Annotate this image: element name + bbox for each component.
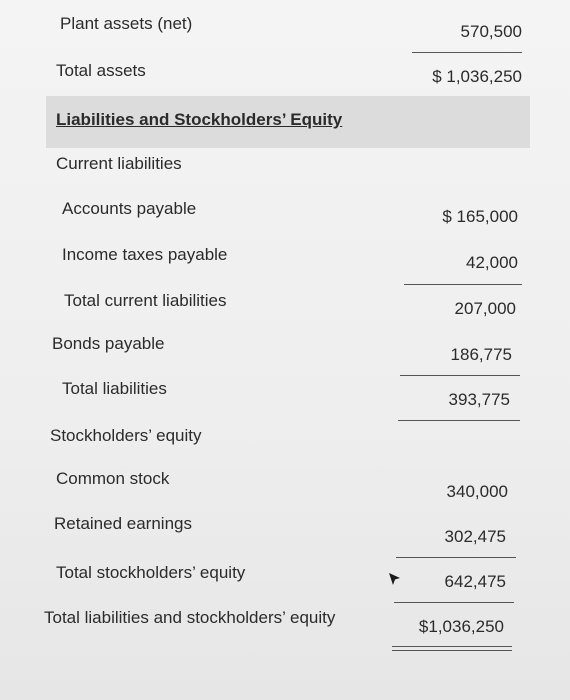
double-underline-total-liabilities-and-equity bbox=[392, 646, 512, 651]
row-label-stockholders-equity: Stockholders’ equity bbox=[50, 426, 202, 445]
underline-bonds-payable bbox=[400, 375, 520, 376]
underline-income-taxes bbox=[404, 284, 522, 285]
row-amount-total-liabilities: 393,775 bbox=[448, 390, 510, 409]
row-amount-total-current-liabilities: 207,000 bbox=[454, 299, 516, 318]
row-amount-bonds-payable: 186,775 bbox=[450, 345, 512, 364]
row-label-total-current-liabilities: Total current liabilities bbox=[64, 291, 227, 310]
row-label-accounts-payable: Accounts payable bbox=[62, 199, 197, 218]
row-label-total-stockholders-equity: Total stockholders’ equity bbox=[56, 563, 246, 582]
row-amount-plant-assets: 570,500 bbox=[460, 22, 522, 41]
row-label-total-assets: Total assets bbox=[56, 61, 146, 80]
underline-total-stockholders-equity bbox=[394, 602, 514, 603]
row-amount-income-taxes-payable: 42,000 bbox=[466, 253, 518, 272]
underline-total-liabilities bbox=[398, 420, 520, 421]
row-amount-total-assets: $ 1,036,250 bbox=[432, 67, 522, 86]
underline-plant-assets bbox=[412, 52, 522, 53]
row-amount-total-liabilities-and-equity: $1,036,250 bbox=[418, 617, 504, 636]
row-label-bonds-payable: Bonds payable bbox=[52, 334, 165, 353]
row-label-current-liabilities: Current liabilities bbox=[56, 154, 182, 173]
row-label-total-liabilities: Total liabilities bbox=[62, 379, 167, 398]
row-amount-accounts-payable: $ 165,000 bbox=[442, 207, 518, 226]
underline-retained-earnings bbox=[396, 557, 516, 558]
section-title: Liabilities and Stockholders’ Equity bbox=[56, 110, 343, 129]
row-label-retained-earnings: Retained earnings bbox=[54, 514, 192, 533]
row-label-income-taxes-payable: Income taxes payable bbox=[62, 245, 228, 264]
row-label-common-stock: Common stock bbox=[56, 469, 170, 488]
row-label-total-liabilities-and-equity: Total liabilities and stockholders’ equity bbox=[44, 608, 336, 627]
row-amount-total-stockholders-equity: 642,475 bbox=[444, 572, 506, 591]
row-label-plant-assets: Plant assets (net) bbox=[60, 14, 193, 33]
row-amount-common-stock: 340,000 bbox=[446, 482, 508, 501]
row-amount-retained-earnings: 302,475 bbox=[444, 527, 506, 546]
cursor-icon bbox=[388, 572, 402, 586]
